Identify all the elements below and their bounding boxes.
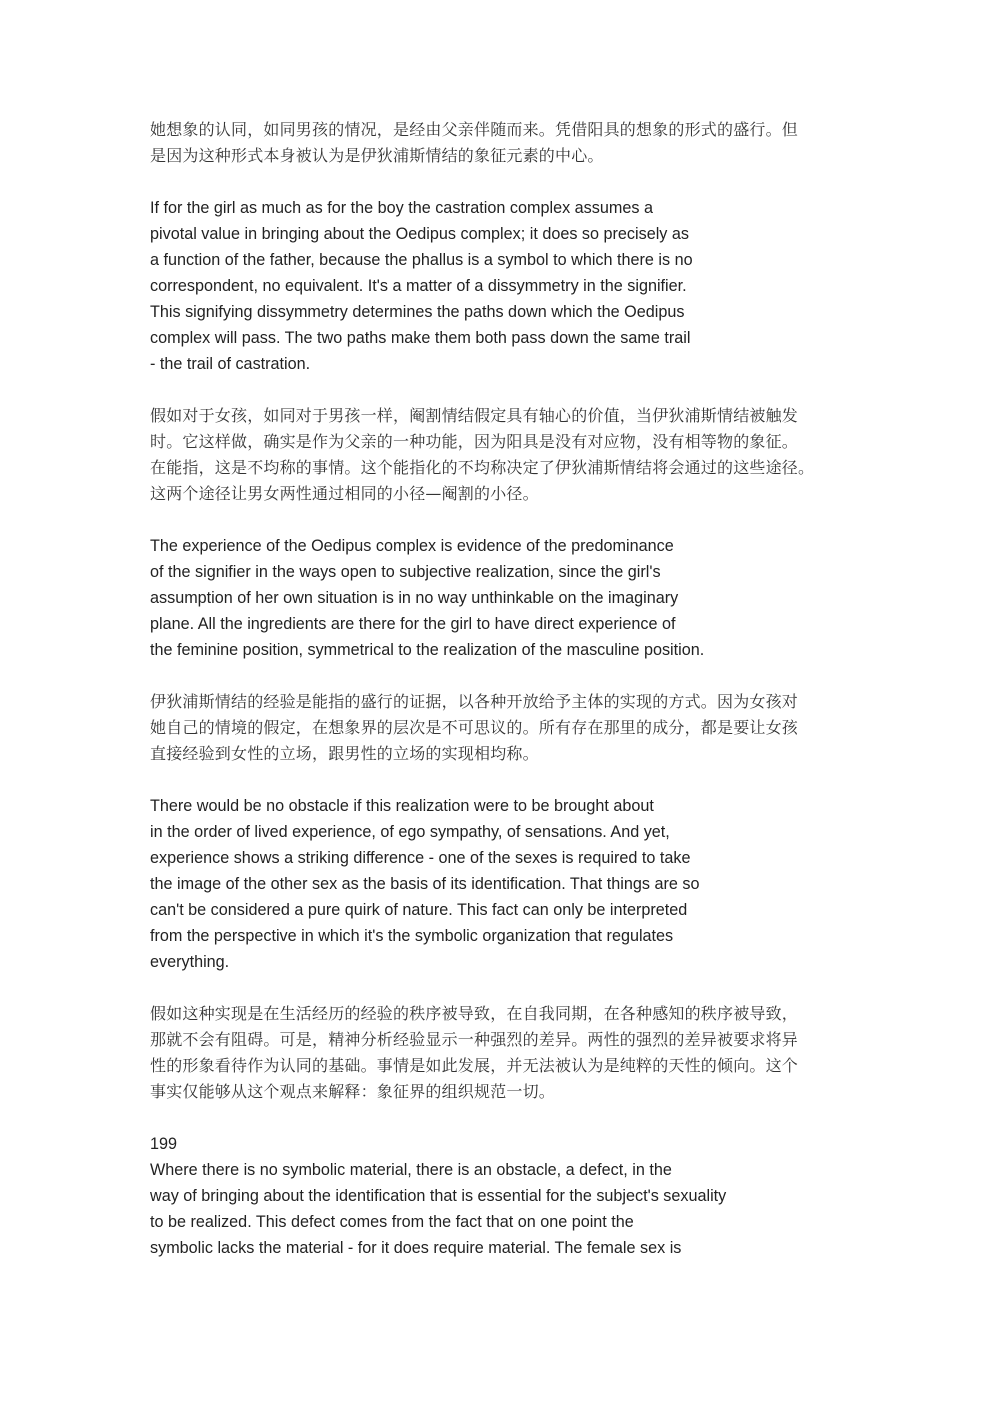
text-line: of the signifier in the ways open to subjective realization, since the girl's — [150, 563, 661, 581]
text-line: symbolic lacks the material - for it does require material. The female sex is — [150, 1239, 682, 1257]
text-line: assumption of her own situation is in no way unthinkable on the imaginary — [150, 589, 679, 607]
text-line: 这两个途径让男女两性通过相同的小径—阉割的小径。 — [150, 484, 539, 503]
text-line: plane. All the ingredients are there for the girl to have direct experience of — [150, 615, 676, 633]
chinese-paragraph — [150, 403, 850, 507]
text-line: experience shows a striking difference - one of the sexes is required to take — [150, 849, 691, 867]
text-line: the feminine position, symmetrical to the realization of the masculine position. — [150, 641, 705, 659]
text-line: This signifying dissymmetry determines the paths down which the Oedipus — [150, 303, 685, 321]
text-line: 时。它这样做，确实是作为父亲的一种功能，因为阳具是没有对应物，没有相等物的象征。 — [150, 432, 799, 451]
text-line: 她自己的情境的假定，在想象界的层次是不可思议的。所有存在那里的成分，都是要让女孩 — [150, 718, 799, 737]
text-line: way of bringing about the identification that is essential for the subject's sexuality — [150, 1187, 727, 1205]
english-paragraph — [150, 533, 850, 663]
text-line: Where there is no symbolic material, there is an obstacle, a defect, in the — [150, 1161, 672, 1179]
text-line: 那就不会有阻碍。可是，精神分析经验显示一种强烈的差异。两性的强烈的差异被要求将异 — [150, 1030, 799, 1049]
text-line: 事实仅能够从这个观点来解释：象征界的组织规范一切。 — [150, 1082, 556, 1101]
text-line: - the trail of castration. — [150, 355, 311, 373]
text-line: 她想象的认同，如同男孩的情况，是经由父亲伴随而来。凭借阳具的想象的形式的盛行。但 — [150, 120, 799, 139]
chinese-paragraph — [150, 1001, 850, 1105]
text-line: pivotal value in bringing about the Oedipus complex; it does so precisely as — [150, 225, 689, 243]
document-page — [150, 117, 850, 1261]
text-line: 伊狄浦斯情结的经验是能指的盛行的证据，以各种开放给予主体的实现的方式。因为女孩对 — [150, 692, 799, 711]
text-line: complex will pass. The two paths make them both pass down the same trail — [150, 329, 691, 347]
text-line: from the perspective in which it's the symbolic organization that regulates — [150, 927, 674, 945]
text-line: If for the girl as much as for the boy the castration complex assumes a — [150, 199, 653, 217]
text-line: 假如对于女孩，如同对于男孩一样，阉割情结假定具有轴心的价值，当伊狄浦斯情结被触发 — [150, 406, 799, 425]
english-paragraph — [150, 1131, 850, 1261]
chinese-paragraph — [150, 689, 850, 767]
text-line: in the order of lived experience, of ego sympathy, of sensations. And yet, — [150, 823, 670, 841]
chinese-paragraph — [150, 117, 850, 169]
text-line: correspondent, no equivalent. It's a matter of a dissymmetry in the signifier. — [150, 277, 687, 295]
text-line: everything. — [150, 953, 230, 971]
text-line: The experience of the Oedipus complex is evidence of the predominance — [150, 537, 674, 555]
text-line: 直接经验到女性的立场，跟男性的立场的实现相均称。 — [150, 744, 539, 763]
text-line: 假如这种实现是在生活经历的经验的秩序被导致，在自我同期，在各种感知的秩序被导致， — [150, 1004, 799, 1023]
text-line: a function of the father, because the phallus is a symbol to which there is no — [150, 251, 693, 269]
text-line: 在能指，这是不均称的事情。这个能指化的不均称决定了伊狄浦斯情结将会通过的这些途径。 — [150, 458, 815, 477]
text-line: There would be no obstacle if this realization were to be brought about — [150, 797, 654, 815]
text-line: can't be considered a pure quirk of nature. This fact can only be interpreted — [150, 901, 688, 919]
text-line: 性的形象看待作为认同的基础。事情是如此发展，并无法被认为是纯粹的天性的倾向。这个 — [150, 1056, 799, 1075]
english-paragraph — [150, 793, 850, 975]
page-number: 199 — [150, 1135, 178, 1153]
english-paragraph — [150, 195, 850, 377]
text-line: the image of the other sex as the basis of its identification. That things are so — [150, 875, 700, 893]
text-line: 是因为这种形式本身被认为是伊狄浦斯情结的象征元素的中心。 — [150, 146, 604, 165]
text-line: to be realized. This defect comes from the fact that on one point the — [150, 1213, 634, 1231]
